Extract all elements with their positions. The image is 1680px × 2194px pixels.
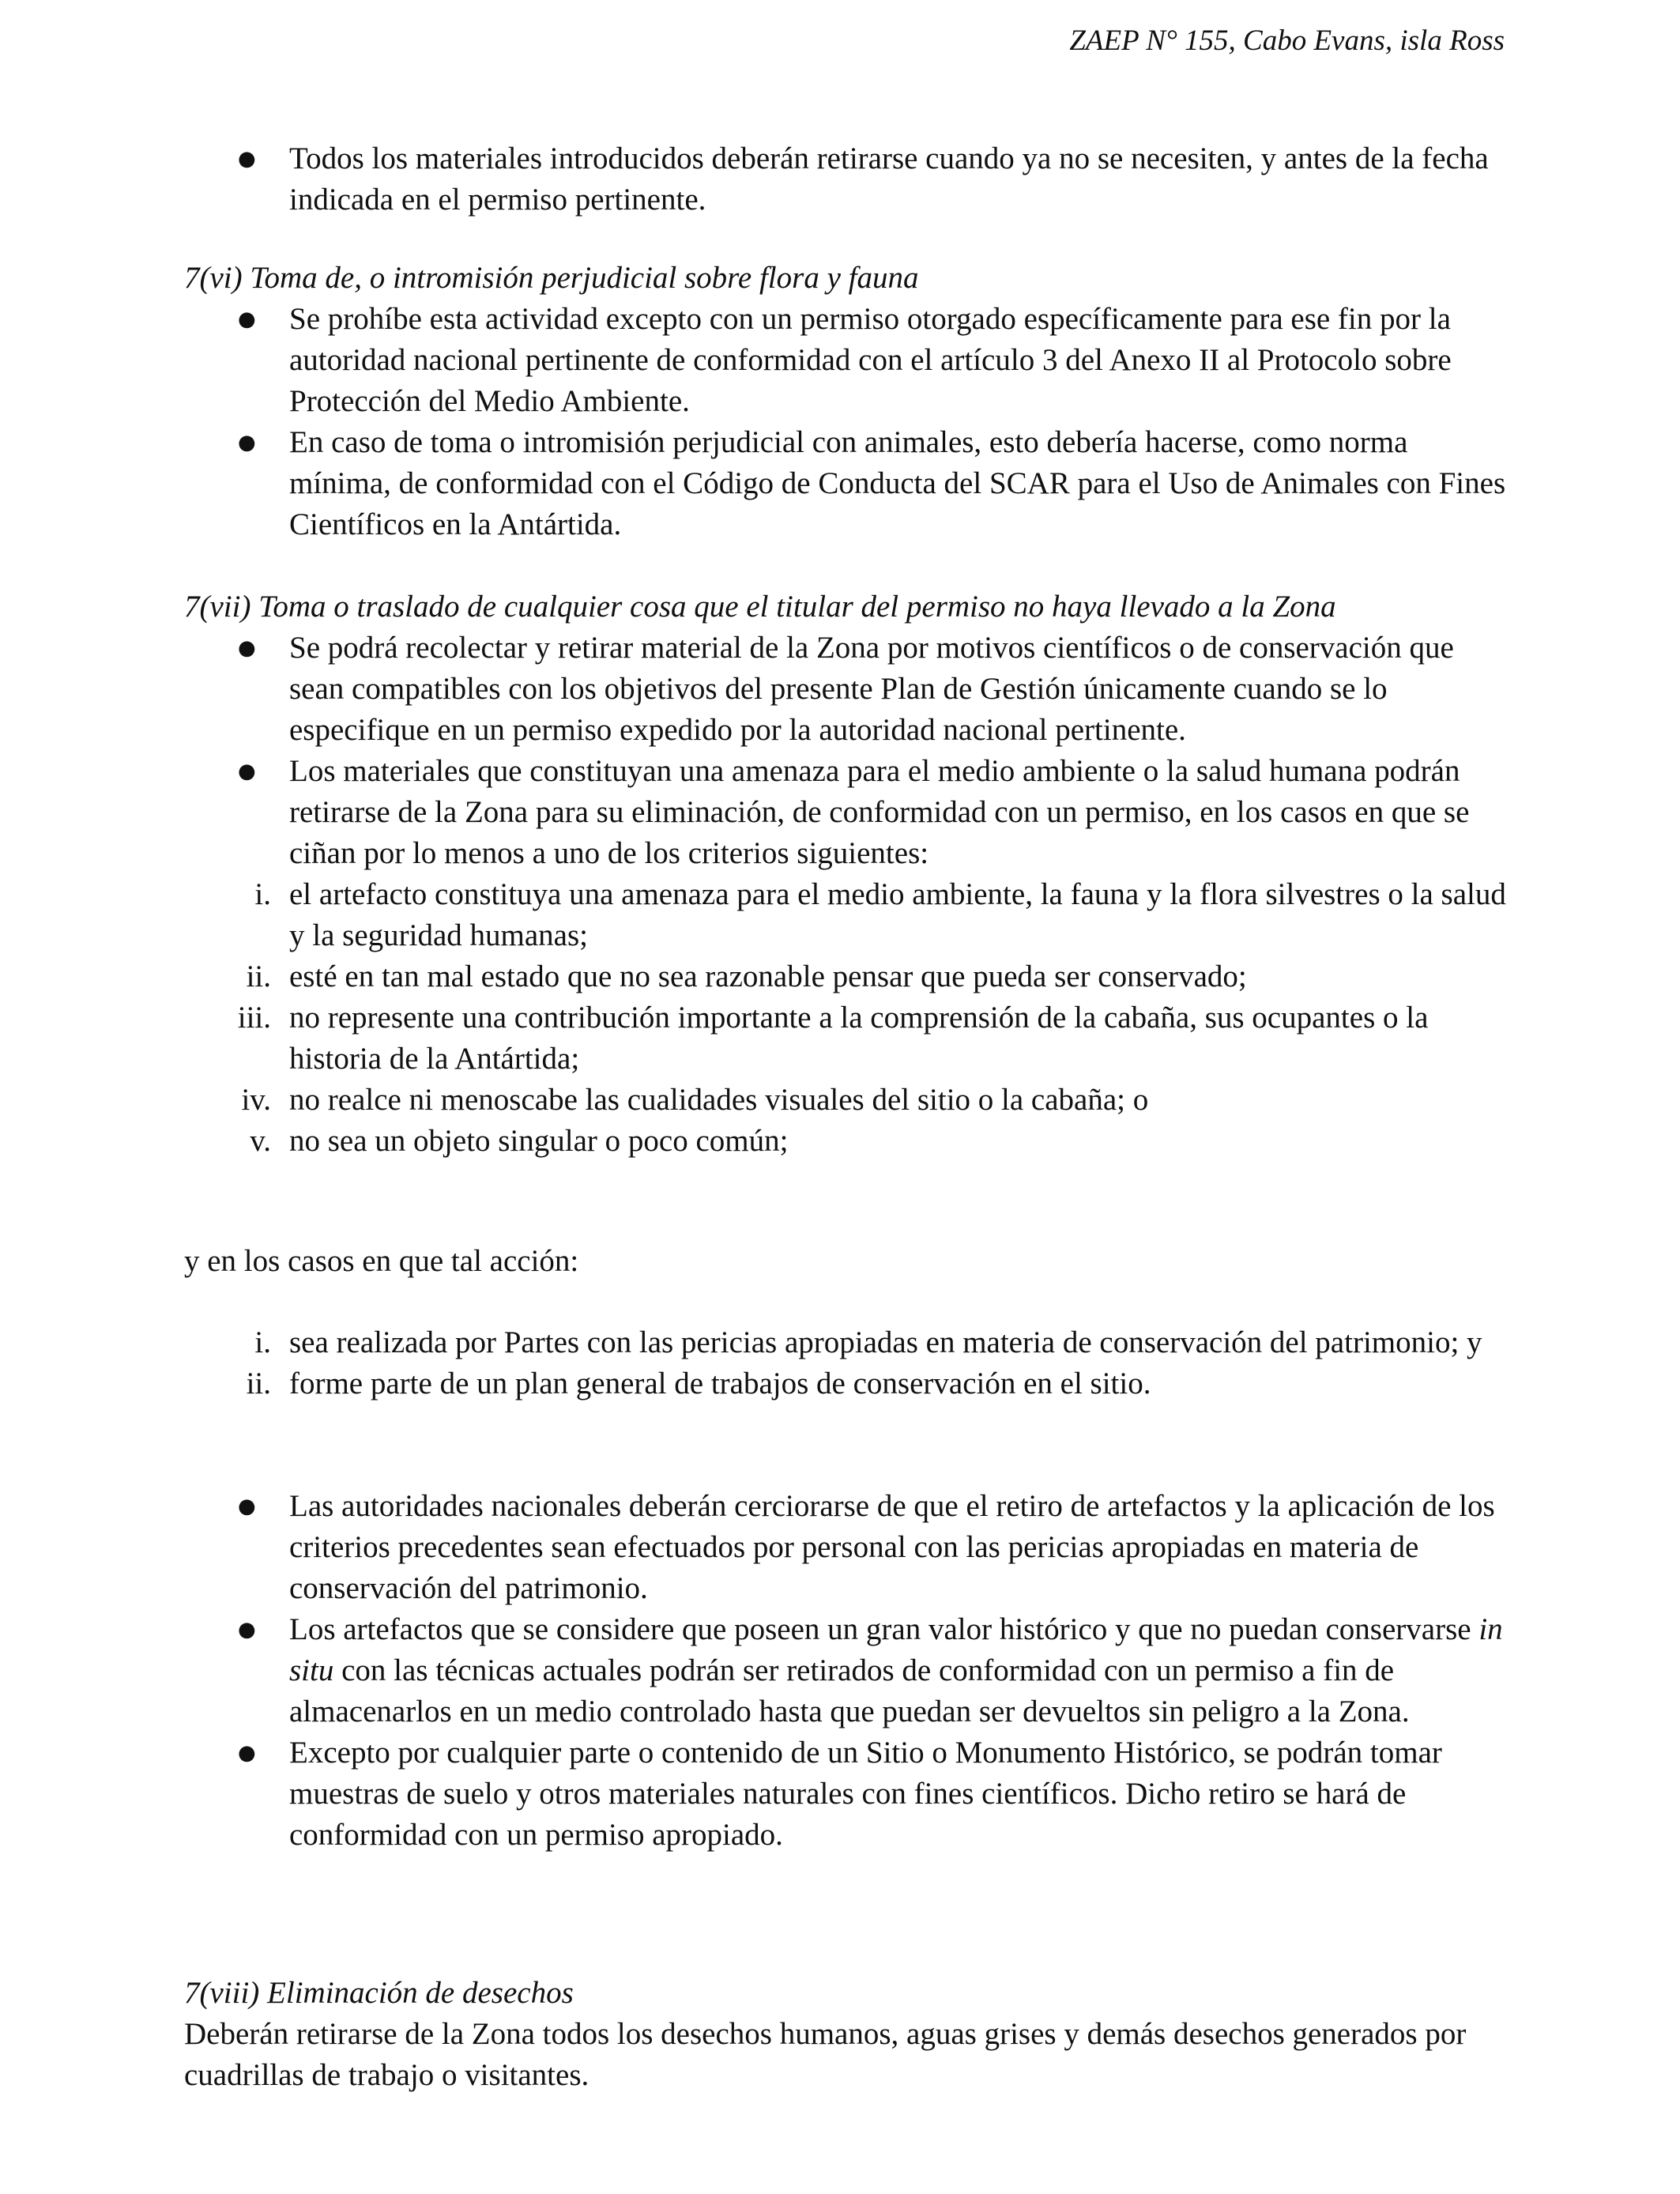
bullet-item	[184, 1732, 1512, 1856]
retrieval-bullets-block	[184, 1486, 1512, 1856]
bullet-item	[184, 628, 1512, 751]
bullet-icon: ●	[238, 1495, 256, 1518]
intro-bullet-list	[184, 138, 1512, 221]
intro-block	[184, 138, 1512, 221]
bullet-text: En caso de toma o intromisión perjudicial con animales, esto debería hacerse, como norma mínima, de conformidad con el Código de Conducta del SCAR para el Uso de Animales con Fines Científicos en la Antártida.	[289, 425, 1506, 541]
section-vi	[184, 258, 1512, 545]
bullet-item	[184, 138, 1512, 221]
bullet-text: Se podrá recolectar y retirar material de la Zona por motivos científicos o de conservación que sean compatibles con los objetivos del presente Plan de Gestión únicamente cuando se lo especifique en un permiso expedido por la autoridad nacional pertinente.	[289, 631, 1454, 747]
roman-marker: iii.	[237, 1001, 271, 1035]
condition-item	[184, 1322, 1512, 1363]
bullet-item	[184, 1486, 1512, 1609]
bullet-item	[184, 1609, 1512, 1732]
condition-text: sea realizada por Partes con las pericias apropiadas en materia de conservación del patrimonio; y	[289, 1325, 1482, 1359]
bullet-text: Todos los materiales introducidos deberán retirarse cuando ya no se necesiten, y antes de la fecha indicada en el permiso pertinente.	[289, 141, 1489, 217]
bullet-text: Las autoridades nacionales deberán cerciorarse de que el retiro de artefactos y la aplicación de los criterios precedentes sean efectuados por personal con las pericias apropiadas en materia de conservación del patrimonio.	[289, 1489, 1495, 1605]
section-vi-heading: 7(vi) Toma de, o intromisión perjudicial sobre flora y fauna	[184, 261, 919, 295]
conditions-list	[184, 1322, 1512, 1404]
bullet-text: Se prohíbe esta actividad excepto con un permiso otorgado específicamente para ese fin por la autoridad nacional pertinente de conformidad con el artículo 3 del Anexo II al Protocolo sobre Protección del Medio Ambiente.	[289, 302, 1452, 418]
bullet-text-start: Los artefactos que se considere que poseen un gran valor histórico y que no puedan conservarse	[289, 1612, 1479, 1646]
roman-marker: iv.	[241, 1083, 271, 1117]
section-viii	[184, 1973, 1512, 2096]
section-vi-bullets	[184, 299, 1512, 545]
bullet-icon: ●	[238, 1741, 256, 1765]
criteria-text: no represente una contribución importante a la comprensión de la cabaña, sus ocupantes o la historia de la Antártida;	[289, 1001, 1429, 1076]
running-header: ZAEP N° 155, Cabo Evans, isla Ross	[1069, 25, 1505, 57]
criteria-text: esté en tan mal estado que no sea razonable pensar que pueda ser conservado;	[289, 959, 1247, 993]
bullet-icon: ●	[238, 1618, 256, 1642]
bullet-item	[184, 422, 1512, 545]
bullet-text-end: con las técnicas actuales podrán ser retirados de conformidad con un permiso a fin de almacenarlos en un medio controlado hasta que puedan ser devueltos sin peligro a la Zona.	[289, 1653, 1410, 1728]
condition-item	[184, 1363, 1512, 1404]
bullet-icon: ●	[238, 431, 256, 454]
bullet-item	[184, 299, 1512, 422]
bullet-icon: ●	[238, 636, 256, 660]
bullet-icon: ●	[238, 760, 256, 783]
roman-marker: ii.	[246, 959, 271, 993]
bullet-icon: ●	[238, 307, 256, 331]
section-viii-paragraph: Deberán retirarse de la Zona todos los desechos humanos, aguas grises y demás desechos generados por cuadrillas de trabajo o visitantes.	[184, 2017, 1467, 2092]
section-vii-heading: 7(vii) Toma o traslado de cualquier cosa que el titular del permiso no haya llevado a la Zona	[184, 590, 1336, 624]
condition-text: forme parte de un plan general de trabajos de conservación en el sitio.	[289, 1367, 1151, 1400]
criteria-list	[184, 874, 1512, 1162]
criteria-item	[184, 956, 1512, 997]
criteria-item	[184, 1080, 1512, 1121]
conditions-intro: y en los casos en que tal acción:	[184, 1244, 579, 1278]
conditions-block	[184, 1322, 1512, 1404]
bullet-text: Los materiales que constituyan una amenaza para el medio ambiente o la salud humana podrán retirarse de la Zona para su eliminación, de conformidad con un permiso, en los casos en que se ciñan por lo menos a uno de los criterios siguientes:	[289, 754, 1470, 870]
criteria-text: no realce ni menoscabe las cualidades visuales del sitio o la cabaña; o	[289, 1083, 1149, 1117]
bullet-text: Excepto por cualquier parte o contenido de un Sitio o Monumento Histórico, se podrán tomar muestras de suelo y otros materiales naturales con fines científicos. Dicho retiro se hará de conformidad con un permiso apropiado.	[289, 1736, 1442, 1852]
emphasis-in-situ: in situ	[289, 1612, 1503, 1687]
criteria-item	[184, 874, 1512, 956]
bullet-icon: ●	[238, 147, 256, 171]
roman-marker: ii.	[246, 1367, 271, 1400]
criteria-text: no sea un objeto singular o poco común;	[289, 1124, 789, 1158]
criteria-text: el artefacto constituya una amenaza para el medio ambiente, la fauna y la flora silvestres o la salud y la seguridad humanas;	[289, 877, 1506, 952]
bullet-item	[184, 751, 1512, 874]
roman-marker: i.	[254, 1325, 271, 1359]
criteria-item	[184, 997, 1512, 1080]
section-vii-bullets	[184, 628, 1512, 874]
conditions-intro-block	[184, 1241, 1512, 1282]
roman-marker: v.	[250, 1124, 271, 1158]
criteria-item	[184, 1121, 1512, 1162]
section-viii-heading: 7(viii) Eliminación de desechos	[184, 1976, 574, 2010]
retrieval-bullets	[184, 1486, 1512, 1856]
section-vii	[184, 586, 1512, 1162]
roman-marker: i.	[254, 877, 271, 911]
